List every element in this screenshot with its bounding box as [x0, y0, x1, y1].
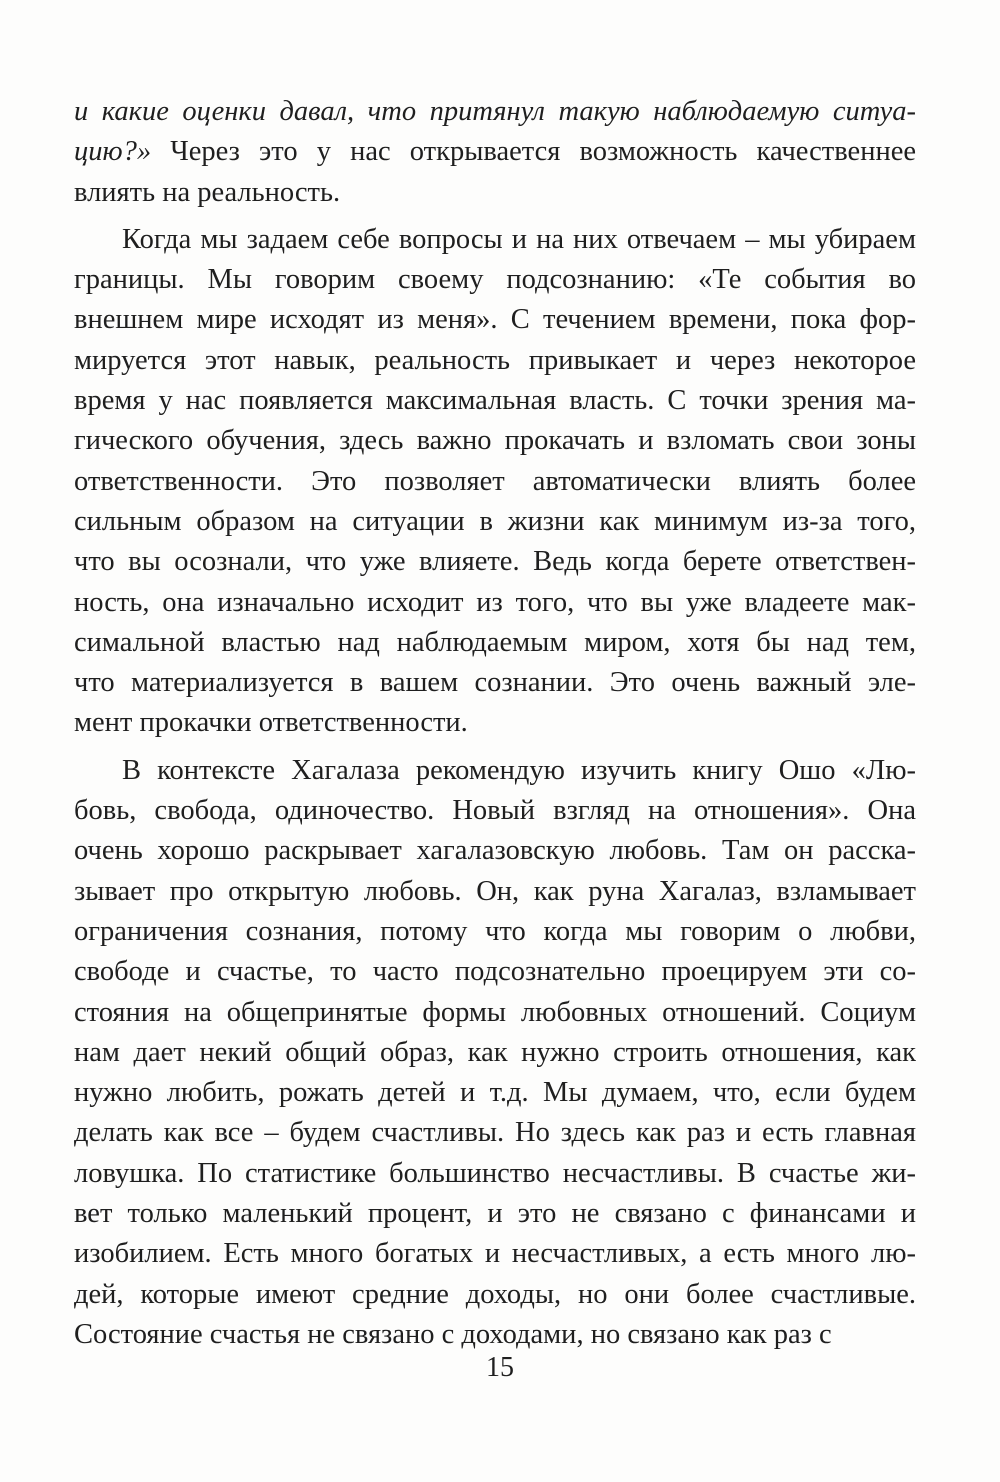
text-line: [74, 173, 916, 213]
text-line: [74, 831, 916, 871]
text-line: [74, 872, 916, 912]
line-text: бовь, свобода, одиночество. Новый взгляд на отношения». Она: [74, 795, 916, 827]
line-text: свободе и счастье, то часто подсознательно проецируем эти со-: [74, 956, 916, 988]
text-line: [74, 1275, 916, 1315]
line-text: влиять на реальность.: [74, 176, 341, 208]
text-line: [74, 751, 916, 791]
line-text: ответственности. Это позволяет автоматически влиять более: [74, 465, 916, 497]
text-line: [74, 462, 916, 502]
text-line: [74, 502, 916, 542]
text-line: [74, 993, 916, 1033]
text-line: [74, 912, 916, 952]
text-line: [74, 381, 916, 421]
text-line: [74, 132, 916, 172]
line-text: время у нас появляется максимальная власть. С точки зрения ма-: [74, 385, 916, 417]
line-text: ловушка. По статистике большинство несчастливы. В счастье жи-: [74, 1157, 916, 1189]
line-text: очень хорошо раскрывает хагалазовскую любовь. Там он расска-: [74, 835, 916, 867]
text-line: [74, 220, 916, 260]
line-text: ность, она изначально исходит из того, что вы уже владеете мак-: [74, 586, 916, 618]
line-text: дей, которые имеют средние доходы, но они более счастливые.: [74, 1278, 916, 1310]
text-line: [74, 583, 916, 623]
line-text: внешнем мире исходят из меня». С течением времени, пока фор-: [74, 304, 916, 336]
line-text: Через это у нас открывается возможность качественнее: [151, 136, 916, 168]
text-line: [74, 300, 916, 340]
text-line: [74, 791, 916, 831]
text-line: [74, 1194, 916, 1234]
line-text: изобилием. Есть много богатых и несчастливых, а есть много лю-: [74, 1238, 916, 1270]
line-text: гического обучения, здесь важно прокачать и взломать свои зоны: [74, 425, 916, 457]
text-line: [74, 623, 916, 663]
text-line: [74, 1315, 916, 1355]
line-text: мент прокачки ответственности.: [74, 707, 468, 739]
text-line: [74, 663, 916, 703]
italic-quote: цию?»: [74, 136, 152, 168]
italic-quote: и какие оценки давал, что притянул такую наблюдаемую ситуа-: [74, 96, 916, 127]
line-text: вет только маленький процент, и это не связано с финансами и: [74, 1198, 916, 1230]
line-text: симальной властью над наблюдаемым миром, хотя бы над тем,: [74, 626, 916, 658]
text-line: [74, 1154, 916, 1194]
line-text: стояния на общепринятые формы любовных отношений. Социум: [74, 996, 916, 1028]
text-line: [74, 421, 916, 461]
line-text: ограничения сознания, потому что когда мы говорим о любви,: [74, 915, 916, 947]
text-line: [74, 341, 916, 381]
line-text: что материализуется в вашем сознании. Это очень важный эле-: [74, 667, 916, 699]
paragraph: [74, 751, 916, 1355]
text-line: [74, 1234, 916, 1274]
line-text: В контексте Хагалаза рекомендую изучить книгу Ошо «Лю-: [122, 754, 916, 786]
text-line: [74, 952, 916, 992]
line-text: зывает про открытую любовь. Он, как руна Хагалаз, взламывает: [74, 875, 916, 907]
line-text: делать как все – будем счастливы. Но здесь как раз и есть главная: [74, 1117, 916, 1149]
paragraph-gap: [74, 213, 916, 220]
text-line: [74, 260, 916, 300]
text-line: [74, 1033, 916, 1073]
line-text: нужно любить, рожать детей и т.д. Мы думаем, что, если будем: [74, 1077, 916, 1109]
page-number: 15: [486, 1352, 514, 1383]
line-text: Состояние счастья не связано с доходами, но связано как раз с: [74, 1318, 832, 1350]
paragraph: [74, 92, 916, 213]
line-text: сильным образом на ситуации в жизни как минимум из-за того,: [74, 505, 916, 537]
text-line: [74, 703, 916, 743]
text-line: [74, 1073, 916, 1113]
line-text: мируется этот навык, реальность привыкает и через некоторое: [74, 344, 916, 376]
text-line: [74, 542, 916, 582]
text-line: [74, 1113, 916, 1153]
line-text: Когда мы задаем себе вопросы и на них отвечаем – мы убираем: [122, 223, 916, 255]
body-text: [74, 92, 916, 1355]
line-text: границы. Мы говорим своему подсознанию: «Те события во: [74, 264, 916, 296]
line-text: нам дает некий общий образ, как нужно строить отношения, как: [74, 1036, 916, 1068]
line-text: что вы осознали, что уже влияете. Ведь когда берете ответствен-: [74, 546, 916, 578]
text-line: [74, 92, 916, 132]
paragraph-gap: [74, 744, 916, 751]
paragraph: [74, 220, 916, 744]
